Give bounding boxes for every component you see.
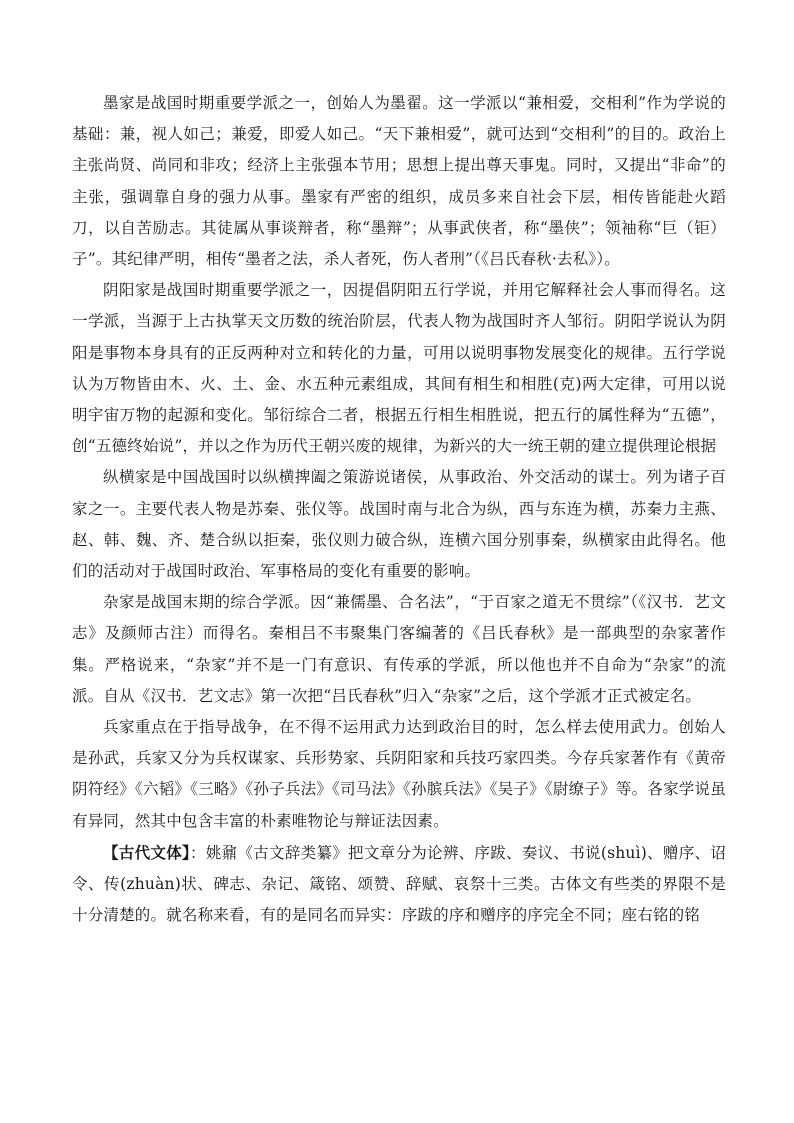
paragraph-text: ：姚鼐《古文辞类纂》把文章分为论辨、序跋、奏议、书说(shuì)、赠序、诏令、传(zhuàn)状、碑志、杂记、箴铭、颂赞、辞赋、哀祭十三类。古体文有些类的界限不是十分清楚的。就名称来看，有的是同名而异实：序跋的序和赠序的序完全不同；座右铭的铭	[72, 843, 726, 925]
section-tag: 【古代文体】	[103, 842, 191, 862]
paragraph-mojia: 墨家是战国时期重要学派之一，创始人为墨翟。这一学派以“兼相爱，交相利”作为学说的基础：兼，视人如己；兼爱，即爱人如己。“天下兼相爱”，就可达到“交相利”的目的。政治上主张尚贤、尚同和非攻；经济上主张强本节用；思想上提出尊天事鬼。同时，又提出“非命”的主张，强调靠自身的强力从事。墨家有严密的组织，成员多来自社会下层，相传皆能赴火蹈刀，以自苦励志。其徒属从事谈辩者，称“墨辩”；从事武侠者，称“墨侠”；领袖称“巨（钜）子”。其纪律严明，相传“墨者之法，杀人者死，伤人者刑”（《吕氏春秋·去私》）。	[72, 94, 726, 269]
paragraph-zonghengjia: 纵横家是中国战国时以纵横捭阖之策游说诸侯，从事政治、外交活动的谋士。列为诸子百家之一。主要代表人物是苏秦、张仪等。战国时南与北合为纵，西与东连为横，苏秦力主燕、赵、韩、魏、齐、楚合纵以拒秦，张仪则力破合纵，连横六国分别事秦，纵横家由此得名。他们的活动对于战国时政治、军事格局的变化有重要的影响。	[72, 468, 726, 581]
paragraph-ancient-genres	[72, 837, 726, 932]
paragraph-bingjia: 兵家重点在于指导战争，在不得不运用武力达到政治目的时，怎么样去使用武力。创始人是孙武，兵家又分为兵权谋家、兵形势家、兵阴阳家和兵技巧家四类。今存兵家著作有《黄帝阴符经》《六韬》《三略》《孙子兵法》《司马法》《孙膑兵法》《吴子》《尉缭子》等。各家学说虽有异同，然其中包含丰富的朴素唯物论与辩证法因素。	[72, 718, 726, 830]
paragraph-yinyangjia: 阴阳家是战国时期重要学派之一，因提倡阴阳五行学说，并用它解释社会人事而得名。这一学派，当源于上古执掌天文历数的统治阶层，代表人物为战国时齐人邹衍。阴阳学说认为阴阳是事物本身具有的正反两种对立和转化的力量，可用以说明事物发展变化的规律。五行学说认为万物皆由木、火、土、金、水五种元素组成，其间有相生和相胜(克)两大定律，可用以说明宇宙万物的起源和变化。邹衍综合二者，根据五行相生相胜说，把五行的属性释为“五德”，创“五德终始说”，并以之作为历代王朝兴废的规律，为新兴的大一统王朝的建立提供理论根据	[72, 281, 726, 456]
paragraph-zajia: 杂家是战国末期的综合学派。因“兼儒墨、合名法”，“于百家之道无不贯综”（《汉书．艺文志》及颜师古注）而得名。秦相吕不韦聚集门客编著的《吕氏春秋》是一部典型的杂家著作集。严格说来，“杂家”并不是一门有意识、有传承的学派，所以他也并不自命为“杂家”的流派。自从《汉书．艺文志》第一次把“吕氏春秋”归入“杂家”之后，这个学派才正式被定名。	[72, 593, 726, 705]
document-body	[72, 88, 726, 931]
